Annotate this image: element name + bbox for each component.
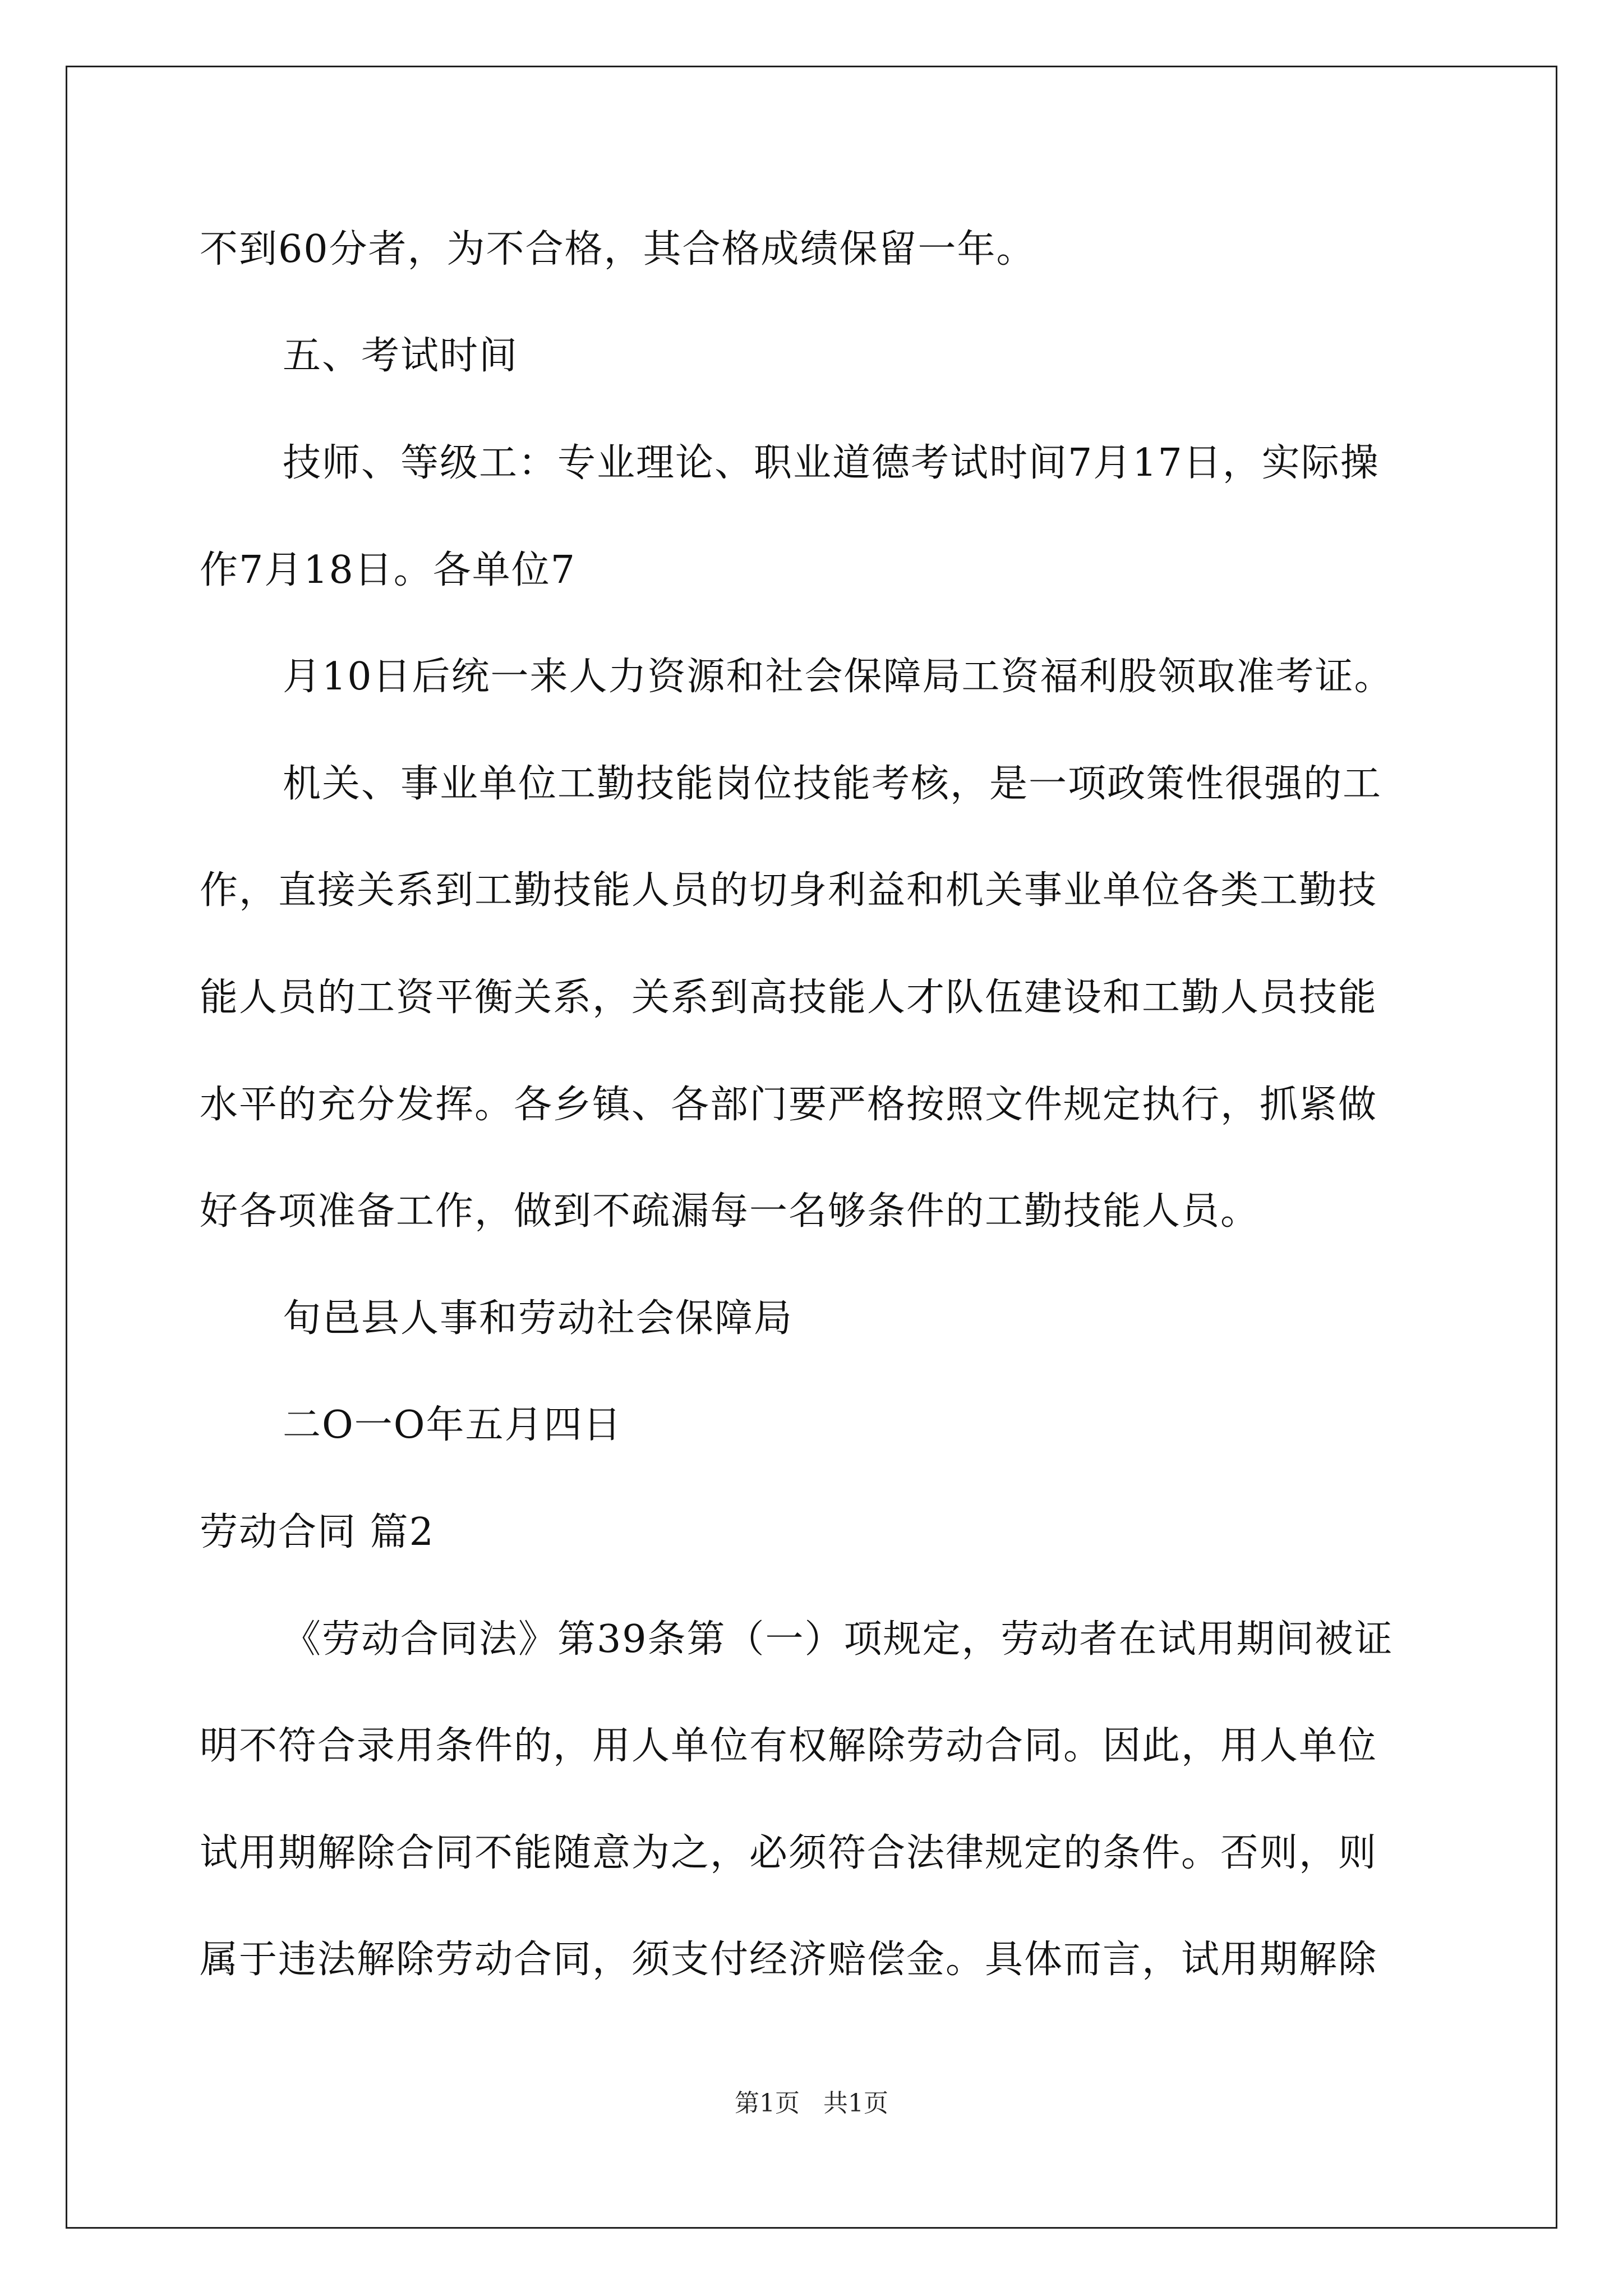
section-heading: 五、考试时间 [283, 334, 519, 378]
signature-date: 二O一O年五月四日 [283, 1403, 623, 1447]
body-line: 不到60分者，为不合格，其合格成绩保留一年。 [200, 227, 1036, 272]
body-line: 属于违法解除劳动合同，须支付经济赔偿金。具体而言，试用期解除 [200, 1938, 1378, 1982]
body-line: 能人员的工资平衡关系，关系到高技能人才队伍建设和工勤人员技能 [200, 976, 1378, 1020]
body-line: 作7月18日。各单位7 [200, 548, 577, 592]
body-line: 好各项准备工作，做到不疏漏每一名够条件的工勤技能人员。 [200, 1189, 1260, 1234]
page-border [66, 66, 1557, 2229]
body-line: 技师、等级工：专业理论、职业道德考试时间7月17日，实际操 [283, 441, 1380, 485]
body-line: 作，直接关系到工勤技能人员的切身利益和机关事业单位各类工勤技 [200, 868, 1378, 913]
signature-organization: 旬邑县人事和劳动社会保障局 [283, 1296, 794, 1341]
body-line: 试用期解除合同不能随意为之，必须符合法律规定的条件。否则，则 [200, 1831, 1378, 1875]
body-line: 明不符合录用条件的，用人单位有权解除劳动合同。因此，用人单位 [200, 1724, 1378, 1768]
body-line: 月10日后统一来人力资源和社会保障局工资福利股领取准考证。 [283, 655, 1394, 699]
page-footer: 第1页 共1页 [735, 2089, 888, 2118]
section-title: 劳动合同 篇2 [200, 1510, 435, 1554]
body-line: 水平的充分发挥。各乡镇、各部门要严格按照文件规定执行，抓紧做 [200, 1083, 1378, 1127]
body-line: 《劳动合同法》第39条第（一）项规定，劳动者在试用期间被证 [283, 1617, 1394, 1662]
body-line: 机关、事业单位工勤技能岗位技能考核，是一项政策性很强的工 [283, 762, 1382, 806]
